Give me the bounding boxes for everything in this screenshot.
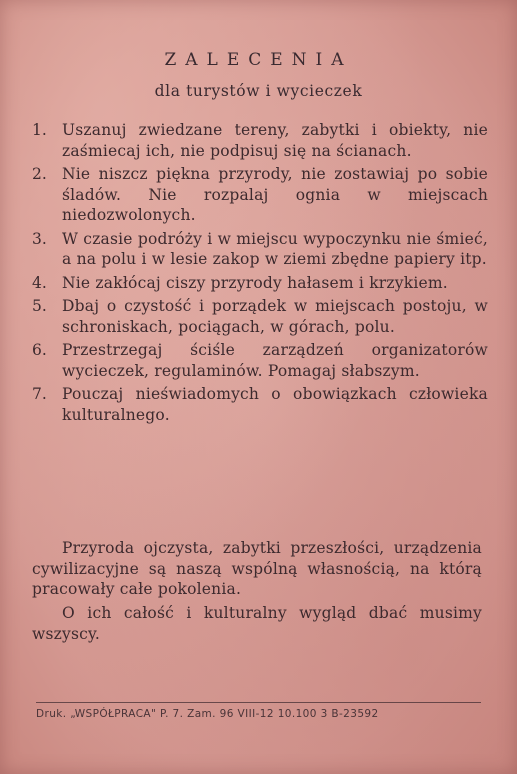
item-number: 5. [32,297,47,315]
item-text: W czasie podróży i w miejscu wypoczynku nie śmieć, a na polu i w lesie zakop w ziemi zbędne papiery itp. [62,229,488,268]
item-number: 1. [32,121,47,139]
document-subtitle: dla turystów i wycieczek [154,82,363,100]
list-item [28,164,488,226]
list-item [28,384,488,425]
list-item [28,273,488,294]
item-number: 6. [32,341,47,359]
item-text: Pouczaj nieświadomych o obowiązkach człowieka kulturalnego. [62,385,488,424]
item-text: Uszanuj zwiedzane tereny, zabytki i obiekty, nie zaśmiecaj ich, nie podpisuj się na ścianach. [62,121,488,160]
item-text: Dbaj o czystość i porządek w miejscach postoju, w schroniskach, pociągach, w górach, polu. [62,297,488,336]
recommendation-list [28,120,488,425]
item-number: 3. [32,229,47,248]
document-title: ZALECENIA [164,50,353,70]
closing-paragraph-responsibility: O ich całość i kulturalny wygląd dbać musimy wszyscy. [32,604,482,643]
item-number: 2. [32,165,47,183]
item-text: Przestrzegaj ściśle zarządzeń organizatorów wycieczek, regulaminów. Pomagaj słabszym. [62,341,488,380]
item-text: Nie niszcz piękna przyrody, nie zostawiaj po sobie śladów. Nie rozpalaj ognia w miejscach niedozwolonych. [62,165,488,224]
list-item [28,120,488,161]
item-number: 7. [32,385,47,403]
list-item [28,296,488,337]
closing-paragraph-heritage: Przyroda ojczysta, zabytki przeszłości, urządzenia cywilizacyjne są naszą wspólną własnością, na którą pracowały całe pokolenia. [32,539,482,598]
item-text: Nie zakłócaj ciszy przyrody hałasem i krzykiem. [62,273,448,292]
list-item [28,340,488,381]
footer-divider [36,702,481,703]
item-number: 4. [32,273,47,292]
printer-imprint: Druk. „WSPÓŁPRACA" P. 7. Zam. 96 VIII-12 10.100 3 B-23592 [36,708,379,720]
list-item [28,229,488,270]
